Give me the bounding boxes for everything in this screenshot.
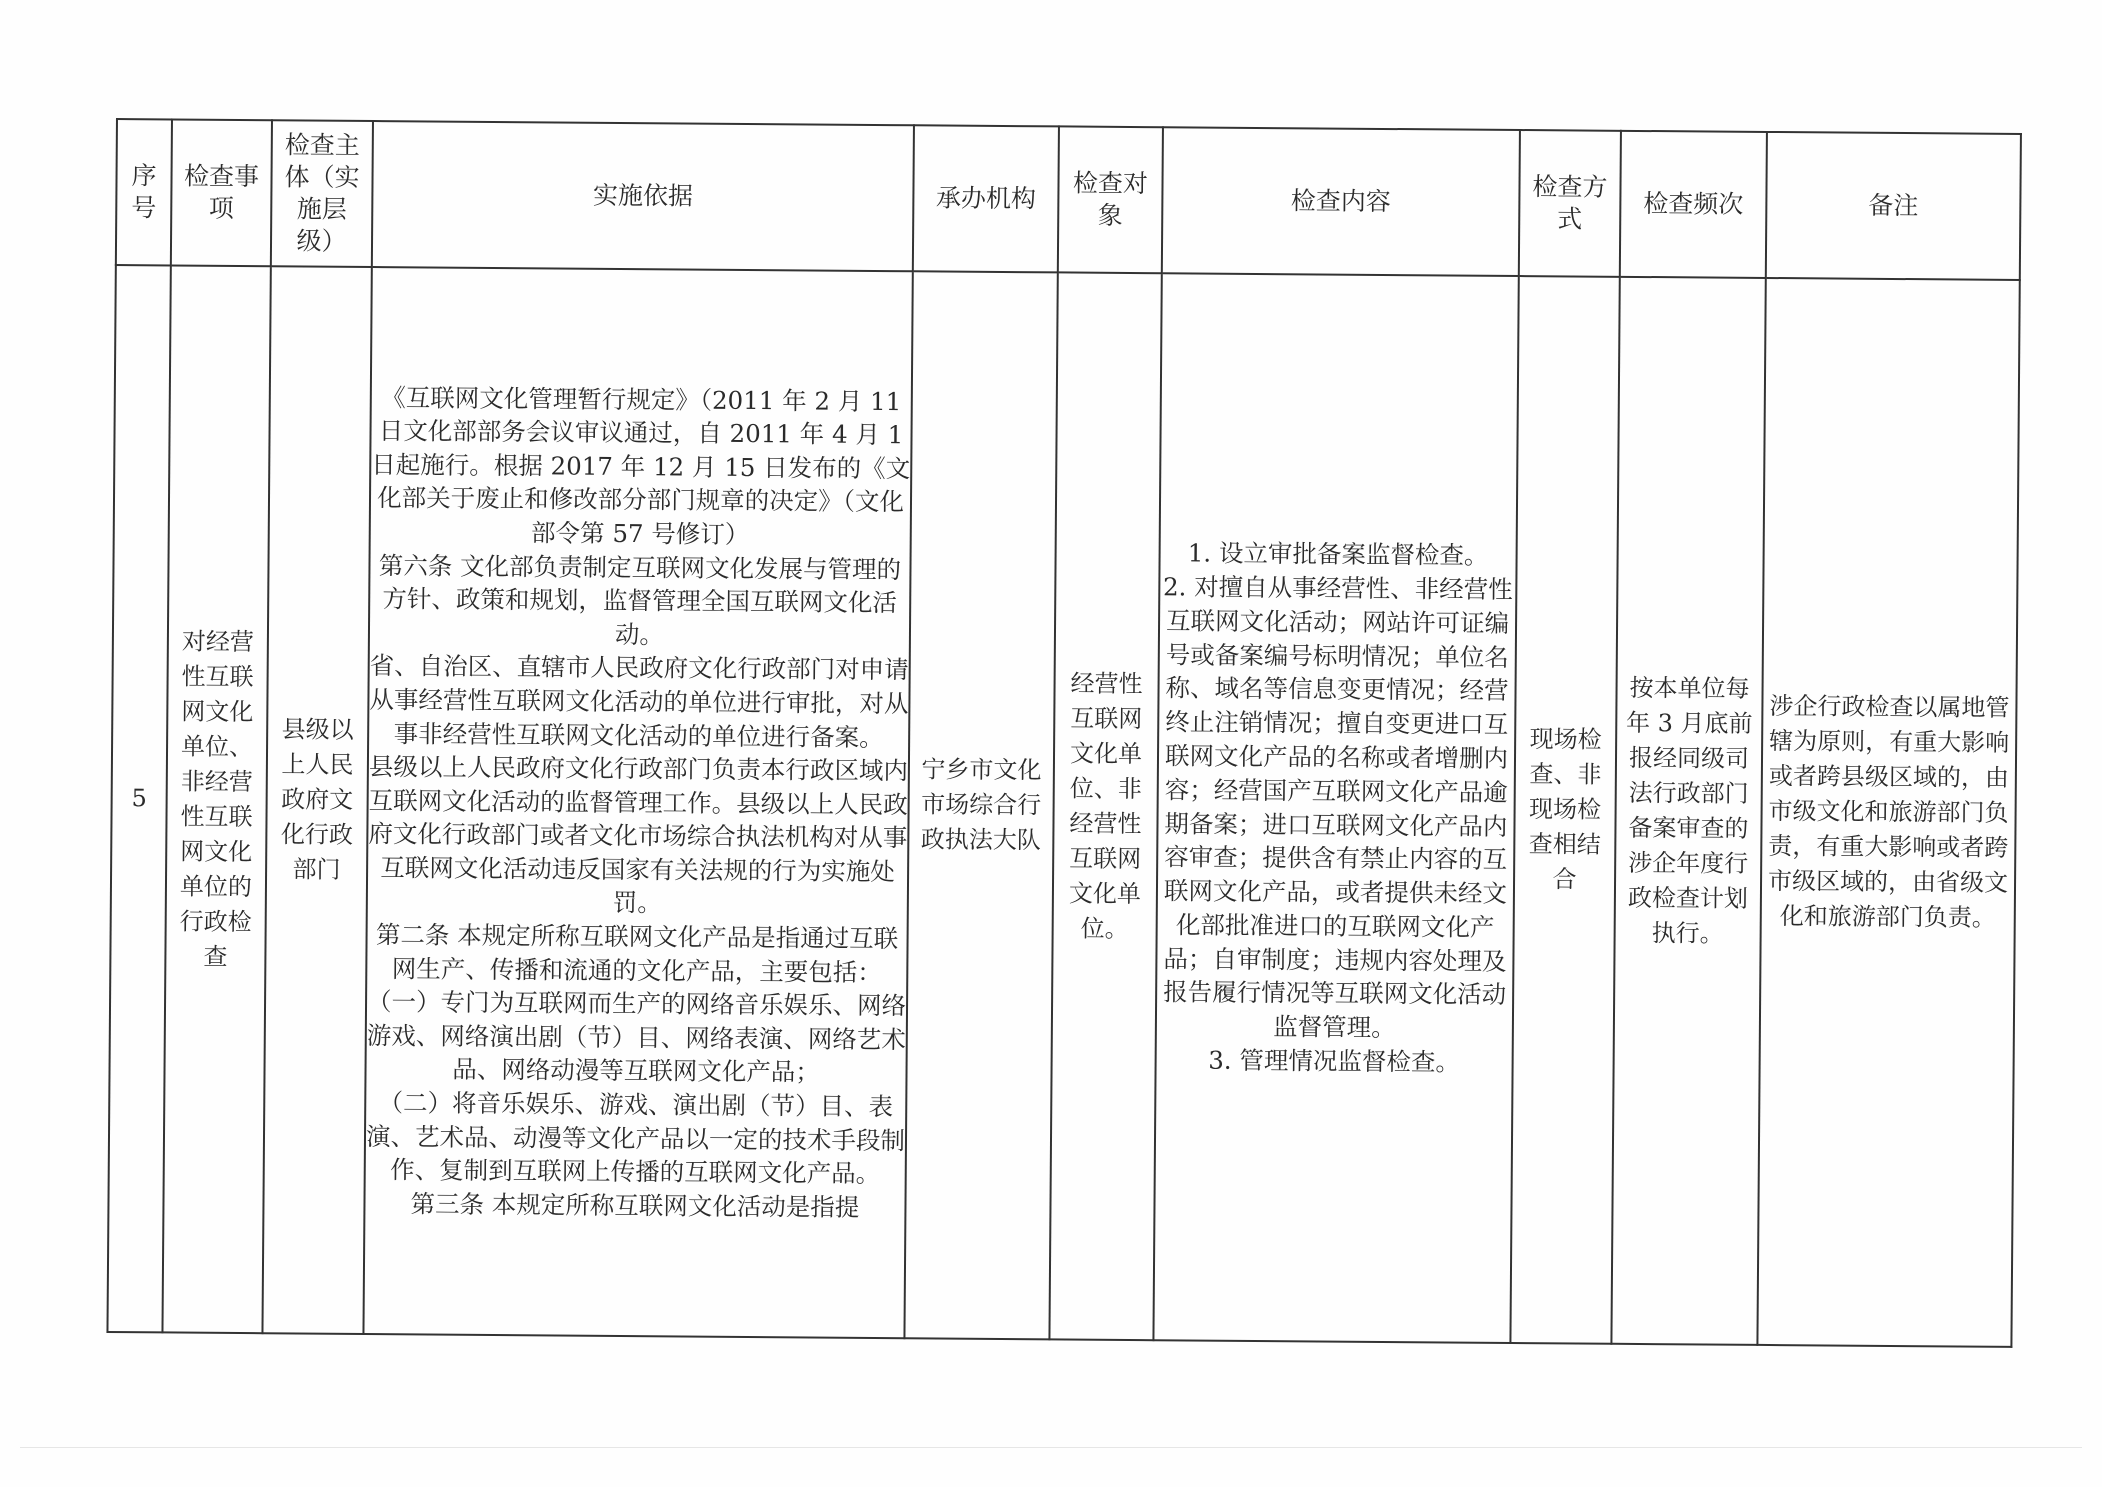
inspection-table — [106, 118, 2021, 1348]
basis-paragraph: 第三条 本规定所称互联网文化活动是指提 — [410, 1189, 860, 1222]
content-item: 3. 管理情况监督检查。 — [1208, 1045, 1461, 1077]
cell-basis — [363, 267, 912, 1338]
content-item: 1. 设立审批备案监督检查。 — [1187, 538, 1489, 570]
header-remark: 备注 — [1766, 132, 2021, 280]
table-row — [107, 265, 2019, 1347]
basis-paragraph: 《互联网文化管理暂行规定》（2011 年 2 月 11 日文化部部务会议审议通过，自 2011 年 4 月 1 日起施行。根据 2017 年 12 月 15 日发布的《文化部关于废止和修改部分部门规章的决定》（文化部令第 57 号修订） — [371, 382, 911, 549]
cell-content — [1153, 273, 1518, 1343]
basis-paragraph: 第二条 本规定所称互联网文化产品是指通过互联网生产、传播和流通的文化产品，主要包括： — [375, 920, 899, 987]
header-frequency: 检查频次 — [1620, 131, 1767, 278]
cell-subject: 县级以上人民政府文化行政部门 — [262, 266, 371, 1334]
header-agency: 承办机构 — [913, 125, 1059, 272]
header-basis: 实施依据 — [372, 121, 914, 271]
cell-remark: 涉企行政检查以属地管辖为原则，有重大影响或者跨县级区域的，由市级文化和旅游部门负责，有重大影响或者跨市级区域的，由省级文化和旅游部门负责。 — [1757, 278, 2019, 1347]
cell-target: 经营性互联网文化单位、非经营性互联网文化单位。 — [1049, 272, 1161, 1340]
cell-index: 5 — [107, 265, 170, 1332]
header-subject: 检查主体（实施层级） — [271, 120, 373, 267]
header-target: 检查对象 — [1058, 126, 1163, 273]
header-method: 检查方式 — [1519, 130, 1621, 277]
basis-paragraph: 第六条 文化部负责制定互联网文化发展与管理的方针、政策和规划，监督管理全国互联网文化活动。 — [378, 550, 902, 650]
scan-edge-line — [20, 1447, 2082, 1448]
content-item: 2. 对擅自从事经营性、非经营性互联网文化活动；网站许可证编号或备案编号标明情况；单位名称、域名等信息变更情况；经营终止注销情况；擅自变更进口互联网文化产品的名称或者增删内容；经营国产互联网文化产品逾期备案；进口互联网文化产品内容审查；提供含有禁止内容的互联网文化产品，或者提供未经文化部批准进口的互联网文化产品；自审制度；违规内容处理及报告履行情况等互联网文化活动监督管理。 — [1162, 572, 1513, 1043]
cell-method: 现场检查、非现场检查相结合 — [1510, 276, 1619, 1344]
cell-agency: 宁乡市文化市场综合行政执法大队 — [904, 271, 1057, 1339]
header-item: 检查事项 — [171, 119, 272, 266]
cell-item: 对经营性互联网文化单位、非经营性互联网文化单位的行政检查 — [162, 265, 270, 1333]
basis-paragraph: （二）将音乐娱乐、游戏、演出剧（节）目、表演、艺术品、动漫等文化产品以一定的技术手段制作、复制到互联网上传播的互联网文化产品。 — [365, 1088, 906, 1189]
basis-paragraph: 省、自治区、直辖市人民政府文化行政部门对申请从事经营性互联网文化活动的单位进行审批，对从事非经营性互联网文化活动的单位进行备案。 — [369, 651, 909, 752]
header-index: 序号 — [116, 119, 172, 265]
basis-paragraph: （一）专门为互联网而生产的网络音乐娱乐、网络游戏、网络演出剧（节）目、网络表演、网络艺术品、网络动漫等互联网文化产品； — [366, 987, 907, 1088]
header-row — [116, 119, 2021, 280]
basis-paragraph: 县级以上人民政府文化行政部门负责本行政区域内互联网文化活动的监督管理工作。县级以上人民政府文化行政部门或者文化市场综合执法机构对从事互联网文化活动违反国家有关法规的行为实施处罚。 — [368, 752, 909, 918]
header-content: 检查内容 — [1162, 127, 1520, 276]
cell-frequency: 按本单位每年 3 月底前报经同级司法行政部门备案审查的涉企年度行政检查计划执行。 — [1611, 277, 1765, 1345]
